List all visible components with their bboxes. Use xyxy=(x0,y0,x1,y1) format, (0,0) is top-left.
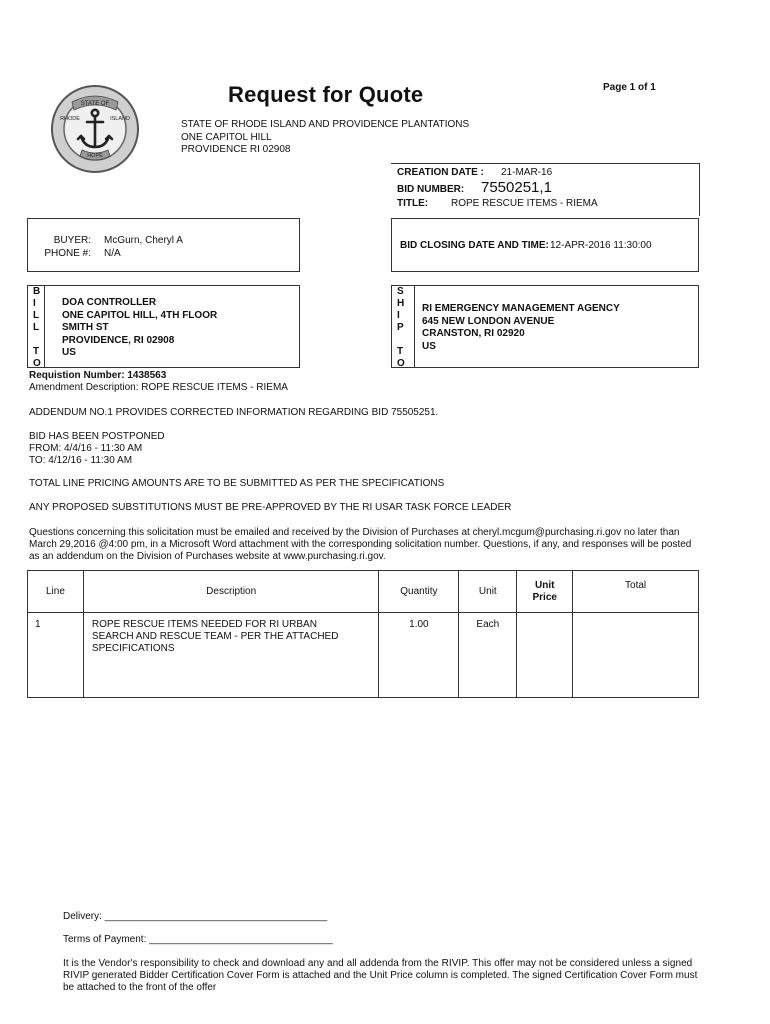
description-line: SPECIFICATIONS xyxy=(91,643,175,654)
table-header-row xyxy=(28,571,699,613)
bid-number-value: 7550251,1 xyxy=(481,179,552,196)
items-table xyxy=(27,570,699,698)
agency-line: PROVIDENCE RI 02908 xyxy=(181,144,291,155)
header-quantity: Quantity xyxy=(379,571,459,613)
vertical-letter: I xyxy=(397,310,400,321)
creation-date-label: CREATION DATE : xyxy=(397,167,484,178)
disclaimer-line: RIVIP generated Bidder Certification Cover Form is attached and the Unit Price column is completed. The signed Certification Cover Form must xyxy=(63,970,698,981)
document-title: Request for Quote xyxy=(228,82,424,107)
vertical-letter: T xyxy=(33,346,40,357)
bill-to-address xyxy=(62,297,217,360)
bid-title-value: ROPE RESCUE ITEMS - RIEMA xyxy=(451,198,598,209)
cell-quantity: 1.00 xyxy=(379,613,459,698)
cell-unit-price[interactable] xyxy=(517,613,573,698)
buyer-name: McGurn, Cheryl A xyxy=(104,235,183,246)
amendment-description: Amendment Description: ROPE RESCUE ITEMS - RIEMA xyxy=(29,382,288,393)
postponed-line: BID HAS BEEN POSTPONED xyxy=(29,431,165,442)
description-line: SEARCH AND RESCUE TEAM - PER THE ATTACHED xyxy=(91,631,339,642)
agency-line: ONE CAPITOL HILL xyxy=(181,131,272,143)
description-line: ROPE RESCUE ITEMS NEEDED FOR RI URBAN xyxy=(91,619,317,630)
seal-top-text: STATE OF xyxy=(80,101,110,107)
ship-to-vertical-label xyxy=(392,286,415,367)
vertical-letter: T xyxy=(397,346,404,357)
seal-bottom-text: HOPE xyxy=(87,153,103,159)
closing-date-value: 12-APR-2016 11:30:00 xyxy=(550,240,652,251)
bill-to-box xyxy=(27,285,300,368)
vertical-letter: O xyxy=(397,358,405,369)
vertical-letter: P xyxy=(397,322,404,333)
agency-line: STATE OF RHODE ISLAND AND PROVIDENCE PLANTATIONS xyxy=(181,119,470,130)
vertical-letter: S xyxy=(397,286,404,297)
bid-info-box xyxy=(391,163,700,216)
vertical-letter xyxy=(28,334,44,346)
vertical-letter: I xyxy=(33,298,36,309)
table-row xyxy=(28,613,699,698)
address-line: US xyxy=(62,347,76,358)
bill-to-vertical-label xyxy=(28,286,45,367)
buyer-label: BUYER: xyxy=(53,235,91,246)
address-line: 645 NEW LONDON AVENUE xyxy=(422,315,555,327)
page-indicator: Page 1 of 1 xyxy=(603,82,656,93)
questions-line: as an addendum on the Division of Purchases website at www.purchasing.ri.gov. xyxy=(29,551,386,562)
address-line: ONE CAPITOL HILL, 4TH FLOOR xyxy=(62,309,218,321)
phone-value: N/A xyxy=(104,248,121,259)
bid-title-label: TITLE: xyxy=(397,198,429,209)
address-line: CRANSTON, RI 02920 xyxy=(422,328,525,339)
phone-label: PHONE #: xyxy=(44,248,91,259)
questions-line: Questions concerning this solicitation must be emailed and received by the Division of Purchases at cheryl.mcgum@purchasing.ri.gov no later than xyxy=(29,527,680,538)
ship-to-address xyxy=(422,303,620,353)
header-description: Description xyxy=(83,571,379,613)
vertical-letter: L xyxy=(33,322,40,333)
vertical-letter: L xyxy=(33,310,40,321)
postponed-line: TO: 4/12/16 - 11:30 AM xyxy=(29,455,133,466)
requisition-number: Requistion Number: 1438563 xyxy=(29,370,167,381)
address-line: SMITH ST xyxy=(62,322,109,333)
cell-description xyxy=(83,613,379,698)
vertical-letter: H xyxy=(397,298,405,309)
delivery-field[interactable]: Delivery: ________________________________________ xyxy=(63,911,328,922)
closing-date-label: BID CLOSING DATE AND TIME: xyxy=(400,240,549,251)
seal-left-text: RHODE xyxy=(60,116,80,122)
vertical-letter: O xyxy=(33,358,41,369)
pricing-text: TOTAL LINE PRICING AMOUNTS ARE TO BE SUBMITTED AS PER THE SPECIFICATIONS xyxy=(29,478,445,489)
header-unit: Unit xyxy=(459,571,517,613)
address-line: DOA CONTROLLER xyxy=(62,297,157,308)
terms-of-payment-field[interactable]: Terms of Payment: _________________________________ xyxy=(63,934,333,945)
addendum-text: ADDENDUM NO.1 PROVIDES CORRECTED INFORMATION REGARDING BID 75505251. xyxy=(29,407,439,418)
header-unit-price-line: Price xyxy=(532,591,557,603)
vertical-letter xyxy=(392,334,414,346)
questions-line: March 29,2016 @4:00 pm, in a Microsoft Word attachment with the corresponding solicitation number. Questions, if any, and responses will be posted xyxy=(29,539,692,550)
seal-right-text: ISLAND xyxy=(110,116,130,122)
substitutions-text: ANY PROPOSED SUBSTITUTIONS MUST BE PRE-APPROVED BY THE RI USAR TASK FORCE LEADER xyxy=(29,502,512,513)
disclaimer-line: be attached to the front of the offer xyxy=(63,982,217,993)
address-line: RI EMERGENCY MANAGEMENT AGENCY xyxy=(422,303,620,314)
buyer-box xyxy=(27,218,300,272)
cell-unit: Each xyxy=(459,613,517,698)
header-line: Line xyxy=(28,571,84,613)
creation-date-value: 21-MAR-16 xyxy=(501,167,553,178)
header-unit-price-line: Unit xyxy=(535,579,555,591)
address-line: PROVIDENCE, RI 02908 xyxy=(62,334,175,346)
disclaimer-line: It is the Vendor's responsibility to check and download any and all addenda from the RIVIP. This offer may not be considered unless a signed xyxy=(63,958,693,969)
cell-line: 1 xyxy=(28,613,84,698)
state-seal xyxy=(50,84,140,174)
header-total: Total xyxy=(573,571,699,613)
header-unit-price xyxy=(517,571,573,613)
cell-total[interactable] xyxy=(573,613,699,698)
ship-to-box xyxy=(391,285,699,368)
bid-number-label: BID NUMBER: xyxy=(397,184,465,195)
closing-date-box xyxy=(391,218,699,272)
postponed-line: FROM: 4/4/16 - 11:30 AM xyxy=(29,443,143,454)
vertical-letter: B xyxy=(33,286,41,297)
address-line: US xyxy=(422,340,436,352)
agency-address xyxy=(181,119,469,157)
